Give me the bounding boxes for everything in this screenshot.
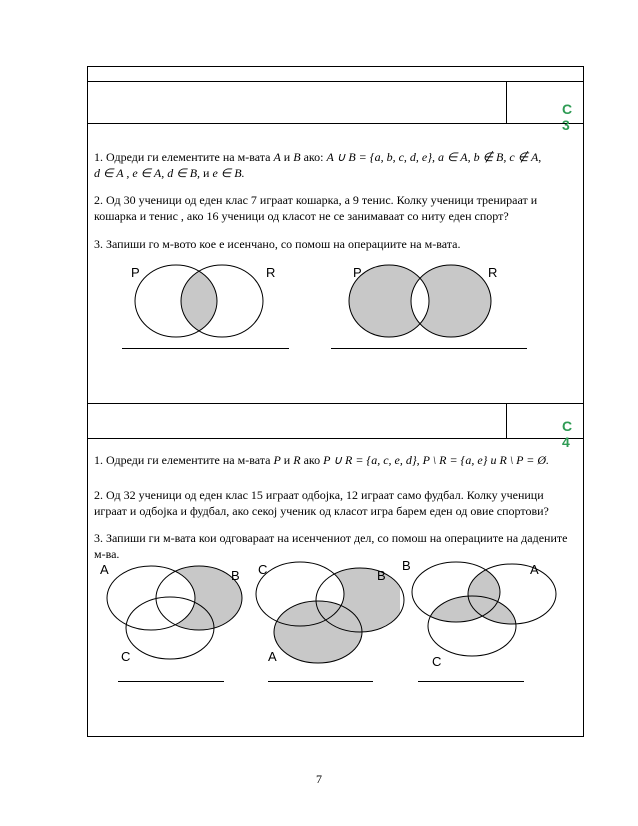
page-number: 7: [316, 772, 322, 786]
venn-label-r: R: [488, 265, 498, 280]
venn-label-r: R: [266, 265, 276, 280]
c3-header-rule: [88, 123, 583, 124]
c4-venn-diagram-2: [250, 560, 400, 670]
c4-header-divider: [506, 403, 507, 438]
c3-question-2: 2. Од 30 ученици од еден клас 7 играат кошарка, а 9 тенис. Колку ученици тренираат и кошарка и тенис , ако 16 ученици од класот не се занимаваат со ниту еден спорт?: [94, 193, 538, 223]
c3-venn-diagram-intersection: [128, 259, 278, 337]
c4-venn-diagram-1: [96, 560, 246, 670]
c3-answer-line-1[interactable]: [122, 348, 289, 349]
c3-header-divider: [506, 81, 507, 123]
venn-label-c: C: [432, 654, 442, 669]
c4-answer-line-3[interactable]: [418, 681, 524, 682]
c4-venn-diagram-3: [402, 560, 562, 670]
c4-question-3: 3. Запиши ги м-вата кои одговараат на исенчениот дел, со помош на операциите на дадените м-ва.: [94, 531, 568, 561]
c4-header-rule: [88, 438, 583, 439]
c4-q1-formula: P ∪ R = {a, c, e, d}, P \ R = {a, e} и R \ P = Ø.: [323, 453, 550, 467]
section-label-c4: С 4: [562, 418, 574, 450]
worksheet-frame: [87, 66, 584, 737]
section-label-c3: С 3: [562, 101, 574, 133]
venn-label-b: B: [231, 568, 240, 583]
c4-answer-line-2[interactable]: [268, 681, 373, 682]
venn-label-a: A: [268, 649, 277, 664]
c3-venn-diagram-symmetric-difference: [330, 259, 500, 337]
venn-label-b: B: [402, 558, 411, 573]
venn-label-p: P: [131, 265, 140, 280]
c3-question-1: 1. Одреди ги елементите на м-вата A и B ако: A ∪ B = {a, b, c, d, e}, a ∈ A, b ∉ B, c ∉ A, d ∈ A , e ∈ A, d ∈ B, и e ∈ B.: [94, 150, 542, 180]
top-rule: [88, 81, 583, 82]
c3-q1-formula-line2: d ∈ A , e ∈ A, d ∈ B,: [94, 166, 201, 180]
c4-question-2: 2. Од 32 ученици од еден клас 15 играат одбојка, 12 играат само фудбал. Колку ученици играат и одбојка и фудбал, ако секој ученик од класот игра барем еден од овие спортови?: [94, 488, 549, 518]
venn-label-c: C: [258, 562, 268, 577]
venn-label-c: C: [121, 649, 131, 664]
c4-question-1: 1. Одреди ги елементите на м-вата P и R ако P ∪ R = {a, c, e, d}, P \ R = {a, e} и R \ P = Ø.: [94, 453, 550, 467]
c3-answer-line-2[interactable]: [331, 348, 527, 349]
c4-top-rule: [88, 403, 583, 404]
c3-q1-formula-line1: A ∪ B = {a, b, c, d, e}, a ∈ A, b ∉ B, c ∉ A,: [326, 150, 542, 164]
venn-label-b: B: [377, 568, 386, 583]
c3-question-3: 3. Запиши го м-вото кое е исенчано, со помош на операциите на м-вата.: [94, 237, 461, 251]
venn-label-a: A: [530, 562, 539, 577]
venn-label-a: A: [100, 562, 109, 577]
c4-answer-line-1[interactable]: [118, 681, 224, 682]
venn-label-p: P: [353, 265, 362, 280]
